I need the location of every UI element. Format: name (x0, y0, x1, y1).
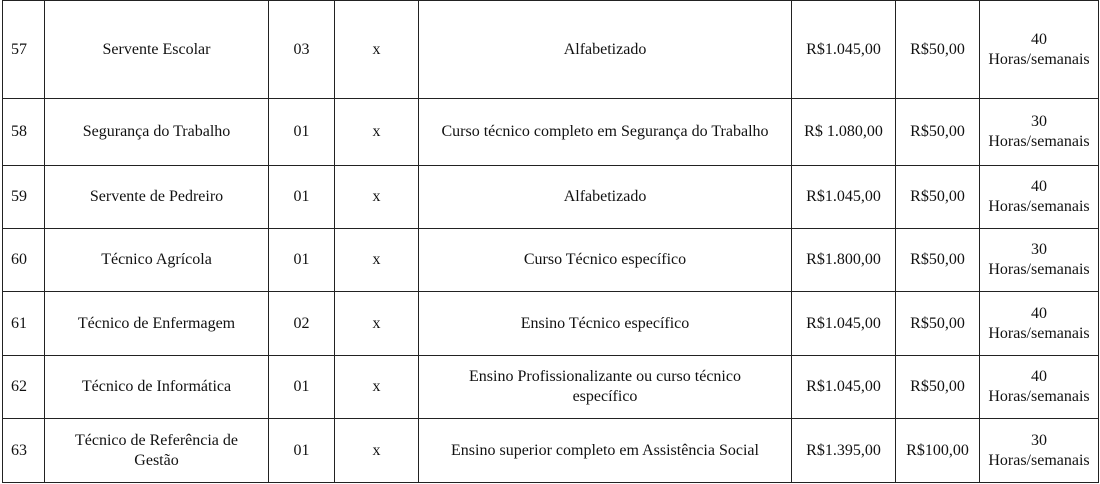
vencimento-cell: R$ 1.080,00 (792, 99, 896, 166)
row-number: 61 (3, 292, 45, 356)
cargo-cell: Técnico de Enfermagem (45, 292, 269, 356)
vencimento-cell: R$1.395,00 (792, 419, 896, 483)
carga-horaria-number: 30 (1031, 431, 1047, 449)
carga-horaria-cell (980, 99, 1099, 166)
escolaridade-cell: Curso Técnico específico (419, 229, 792, 292)
table-row (3, 1, 1099, 99)
cargo-cell: Servente de Pedreiro (45, 166, 269, 229)
row-number: 59 (3, 166, 45, 229)
pne-cell: x (335, 356, 419, 419)
escolaridade-cell: Ensino superior completo em Assistência Social (419, 419, 792, 483)
escolaridade-cell: Curso técnico completo em Segurança do Trabalho (419, 99, 792, 166)
auxilio-cell: R$100,00 (896, 419, 980, 483)
vencimento-cell: R$1.045,00 (792, 292, 896, 356)
carga-horaria-unit: Horas/semanais (988, 261, 1090, 278)
table-row (3, 419, 1099, 483)
auxilio-cell: R$50,00 (896, 229, 980, 292)
carga-horaria-unit: Horas/semanais (988, 451, 1090, 469)
carga-horaria-number: 30 (1031, 113, 1047, 130)
table-row (3, 292, 1099, 356)
pne-cell: x (335, 292, 419, 356)
escolaridade-cell: Ensino Profissionalizante ou curso técnico específico (419, 356, 792, 419)
cargo-cell: Técnico Agrícola (45, 229, 269, 292)
carga-horaria-cell (980, 229, 1099, 292)
escolaridade-cell: Alfabetizado (419, 166, 792, 229)
vagas-cell: 01 (269, 99, 335, 166)
vencimento-cell: R$1.045,00 (792, 1, 896, 99)
row-number: 60 (3, 229, 45, 292)
carga-horaria-number: 40 (1031, 178, 1047, 195)
escolaridade-cell: Alfabetizado (419, 1, 792, 99)
auxilio-cell: R$50,00 (896, 356, 980, 419)
carga-horaria-cell (980, 356, 1099, 419)
auxilio-cell: R$50,00 (896, 166, 980, 229)
row-number: 58 (3, 99, 45, 166)
carga-horaria-unit: Horas/semanais (988, 388, 1090, 405)
carga-horaria-cell (980, 419, 1099, 483)
carga-horaria-cell (980, 1, 1099, 99)
row-number: 63 (3, 419, 45, 483)
carga-horaria-number: 40 (1031, 368, 1047, 385)
table-row (3, 166, 1099, 229)
carga-horaria-unit: Horas/semanais (988, 324, 1090, 342)
cargo-cell: Segurança do Trabalho (45, 99, 269, 166)
auxilio-cell: R$50,00 (896, 292, 980, 356)
auxilio-cell: R$50,00 (896, 99, 980, 166)
carga-horaria-unit: Horas/semanais (988, 133, 1090, 150)
cargo-cell: Técnico de Referência de Gestão (45, 419, 269, 483)
carga-horaria-number: 40 (1031, 304, 1047, 322)
auxilio-cell: R$50,00 (896, 1, 980, 99)
carga-horaria-number: 30 (1031, 241, 1047, 258)
cargo-cell: Técnico de Informática (45, 356, 269, 419)
table-row (3, 356, 1099, 419)
vagas-cell: 01 (269, 229, 335, 292)
job-positions-table (2, 0, 1099, 483)
pne-cell: x (335, 419, 419, 483)
row-number: 57 (3, 1, 45, 99)
pne-cell: x (335, 99, 419, 166)
vagas-cell: 02 (269, 292, 335, 356)
vagas-cell: 01 (269, 166, 335, 229)
pne-cell: x (335, 229, 419, 292)
vagas-cell: 01 (269, 356, 335, 419)
vagas-cell: 01 (269, 419, 335, 483)
table-row (3, 99, 1099, 166)
vencimento-cell: R$1.800,00 (792, 229, 896, 292)
vagas-cell: 03 (269, 1, 335, 99)
carga-horaria-unit: Horas/semanais (988, 198, 1090, 215)
carga-horaria-number: 40 (1031, 30, 1047, 48)
cargo-cell: Servente Escolar (45, 1, 269, 99)
escolaridade-cell: Ensino Técnico específico (419, 292, 792, 356)
vencimento-cell: R$1.045,00 (792, 356, 896, 419)
carga-horaria-cell (980, 292, 1099, 356)
row-number: 62 (3, 356, 45, 419)
vencimento-cell: R$1.045,00 (792, 166, 896, 229)
pne-cell: x (335, 1, 419, 99)
carga-horaria-unit: Horas/semanais (988, 50, 1090, 68)
pne-cell: x (335, 166, 419, 229)
table-row (3, 229, 1099, 292)
carga-horaria-cell (980, 166, 1099, 229)
